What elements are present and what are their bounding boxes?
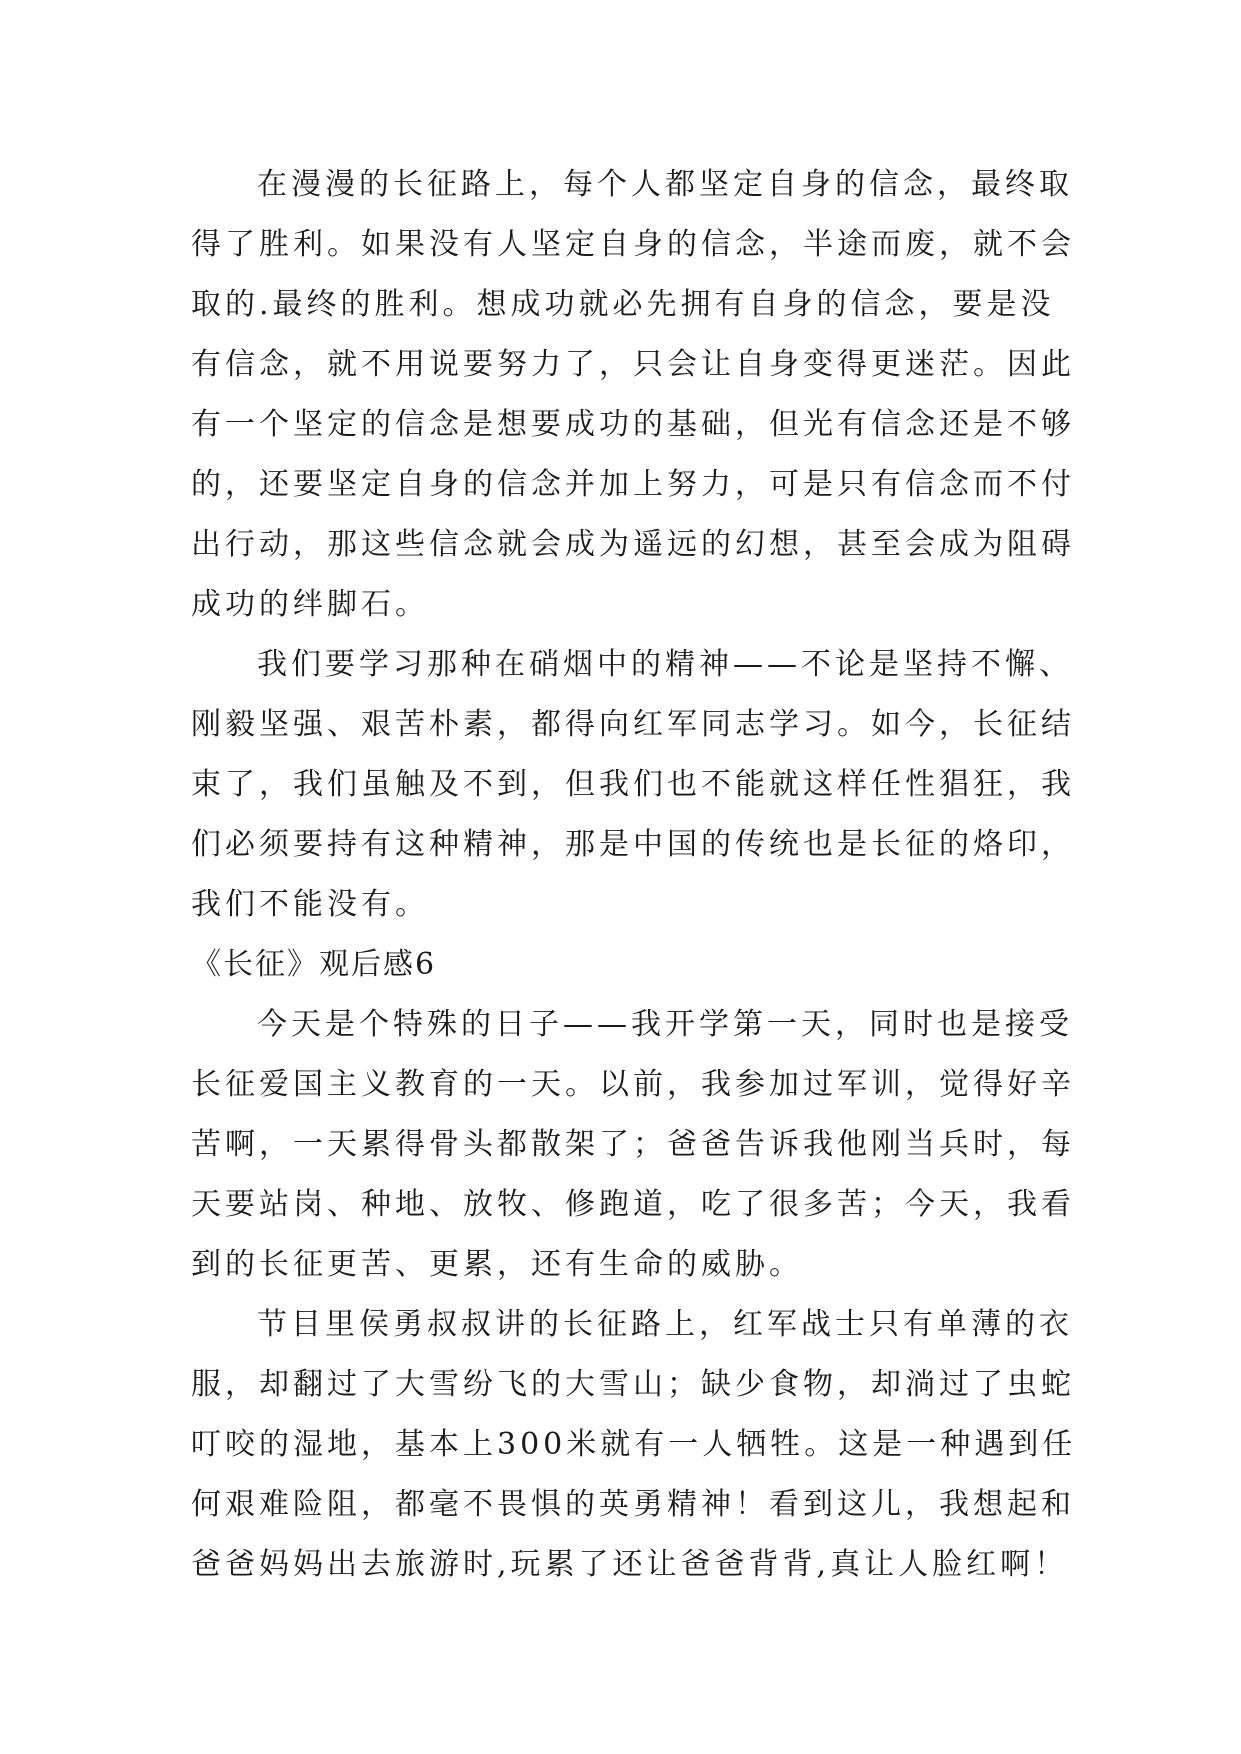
text-line: 束了，我们虽触及不到，但我们也不能就这样任性猖狂，我 bbox=[191, 767, 1075, 802]
text-line: 取的.最终的胜利。想成功就必先拥有自身的信念，要是没 bbox=[191, 287, 1055, 322]
text-line: 有信念，就不用说要努力了，只会让自身变得更迷茫。因此 bbox=[191, 347, 1075, 382]
text-line: 天要站岗、种地、放牧、修跑道，吃了很多苦；今天，我看 bbox=[191, 1187, 1075, 1222]
text-line: 服，却翻过了大雪纷飞的大雪山；缺少食物，却淌过了虫蛇 bbox=[191, 1367, 1075, 1402]
paragraph-4 bbox=[191, 1295, 1077, 1595]
text-line: 长征爱国主义教育的一天。以前，我参加过军训，觉得好辛 bbox=[191, 1067, 1075, 1102]
text-line: 的，还要坚定自身的信念并加上努力，可是只有信念而不付 bbox=[191, 467, 1075, 502]
text-line: 在漫漫的长征路上，每个人都坚定自身的信念，最终取 bbox=[257, 167, 1073, 202]
text-line: 成功的绊脚石。 bbox=[191, 587, 429, 622]
text-line: 们必须要持有这种精神，那是中国的传统也是长征的烙印， bbox=[191, 827, 1075, 862]
text-line: 苦啊，一天累得骨头都散架了；爸爸告诉我他刚当兵时，每 bbox=[191, 1127, 1075, 1162]
text-line: 今天是个特殊的日子——我开学第一天，同时也是接受 bbox=[257, 1007, 1073, 1042]
text-line: 我们不能没有。 bbox=[191, 887, 429, 922]
paragraph-3 bbox=[191, 995, 1075, 1295]
text-line: 出行动，那这些信念就会成为遥远的幻想，甚至会成为阻碍 bbox=[191, 527, 1075, 562]
text-line: 节目里侯勇叔叔讲的长征路上，红军战士只有单薄的衣 bbox=[257, 1307, 1073, 1342]
section-heading: 《长征》观后感6 bbox=[191, 947, 437, 982]
text-line: 我们要学习那种在硝烟中的精神——不论是坚持不懈、 bbox=[257, 647, 1073, 682]
paragraph-2 bbox=[191, 635, 1075, 935]
text-line: 爸爸妈妈出去旅游时,玩累了还让爸爸背背,真让人脸红啊！ bbox=[191, 1547, 1069, 1582]
text-line: 何艰难险阻，都毫不畏惧的英勇精神！看到这儿，我想起和 bbox=[191, 1487, 1075, 1522]
text-line: 有一个坚定的信念是想要成功的基础，但光有信念还是不够 bbox=[191, 407, 1075, 442]
paragraph-1 bbox=[191, 155, 1075, 635]
document-page bbox=[191, 155, 1077, 1595]
text-line: 得了胜利。如果没有人坚定自身的信念，半途而废，就不会 bbox=[191, 227, 1075, 262]
text-line: 到的长征更苦、更累，还有生命的威胁。 bbox=[191, 1247, 803, 1282]
text-line: 刚毅坚强、艰苦朴素，都得向红军同志学习。如今，长征结 bbox=[191, 707, 1075, 742]
text-line: 叮咬的湿地，基本上300米就有一人牺牲。这是一种遇到任 bbox=[191, 1427, 1077, 1462]
